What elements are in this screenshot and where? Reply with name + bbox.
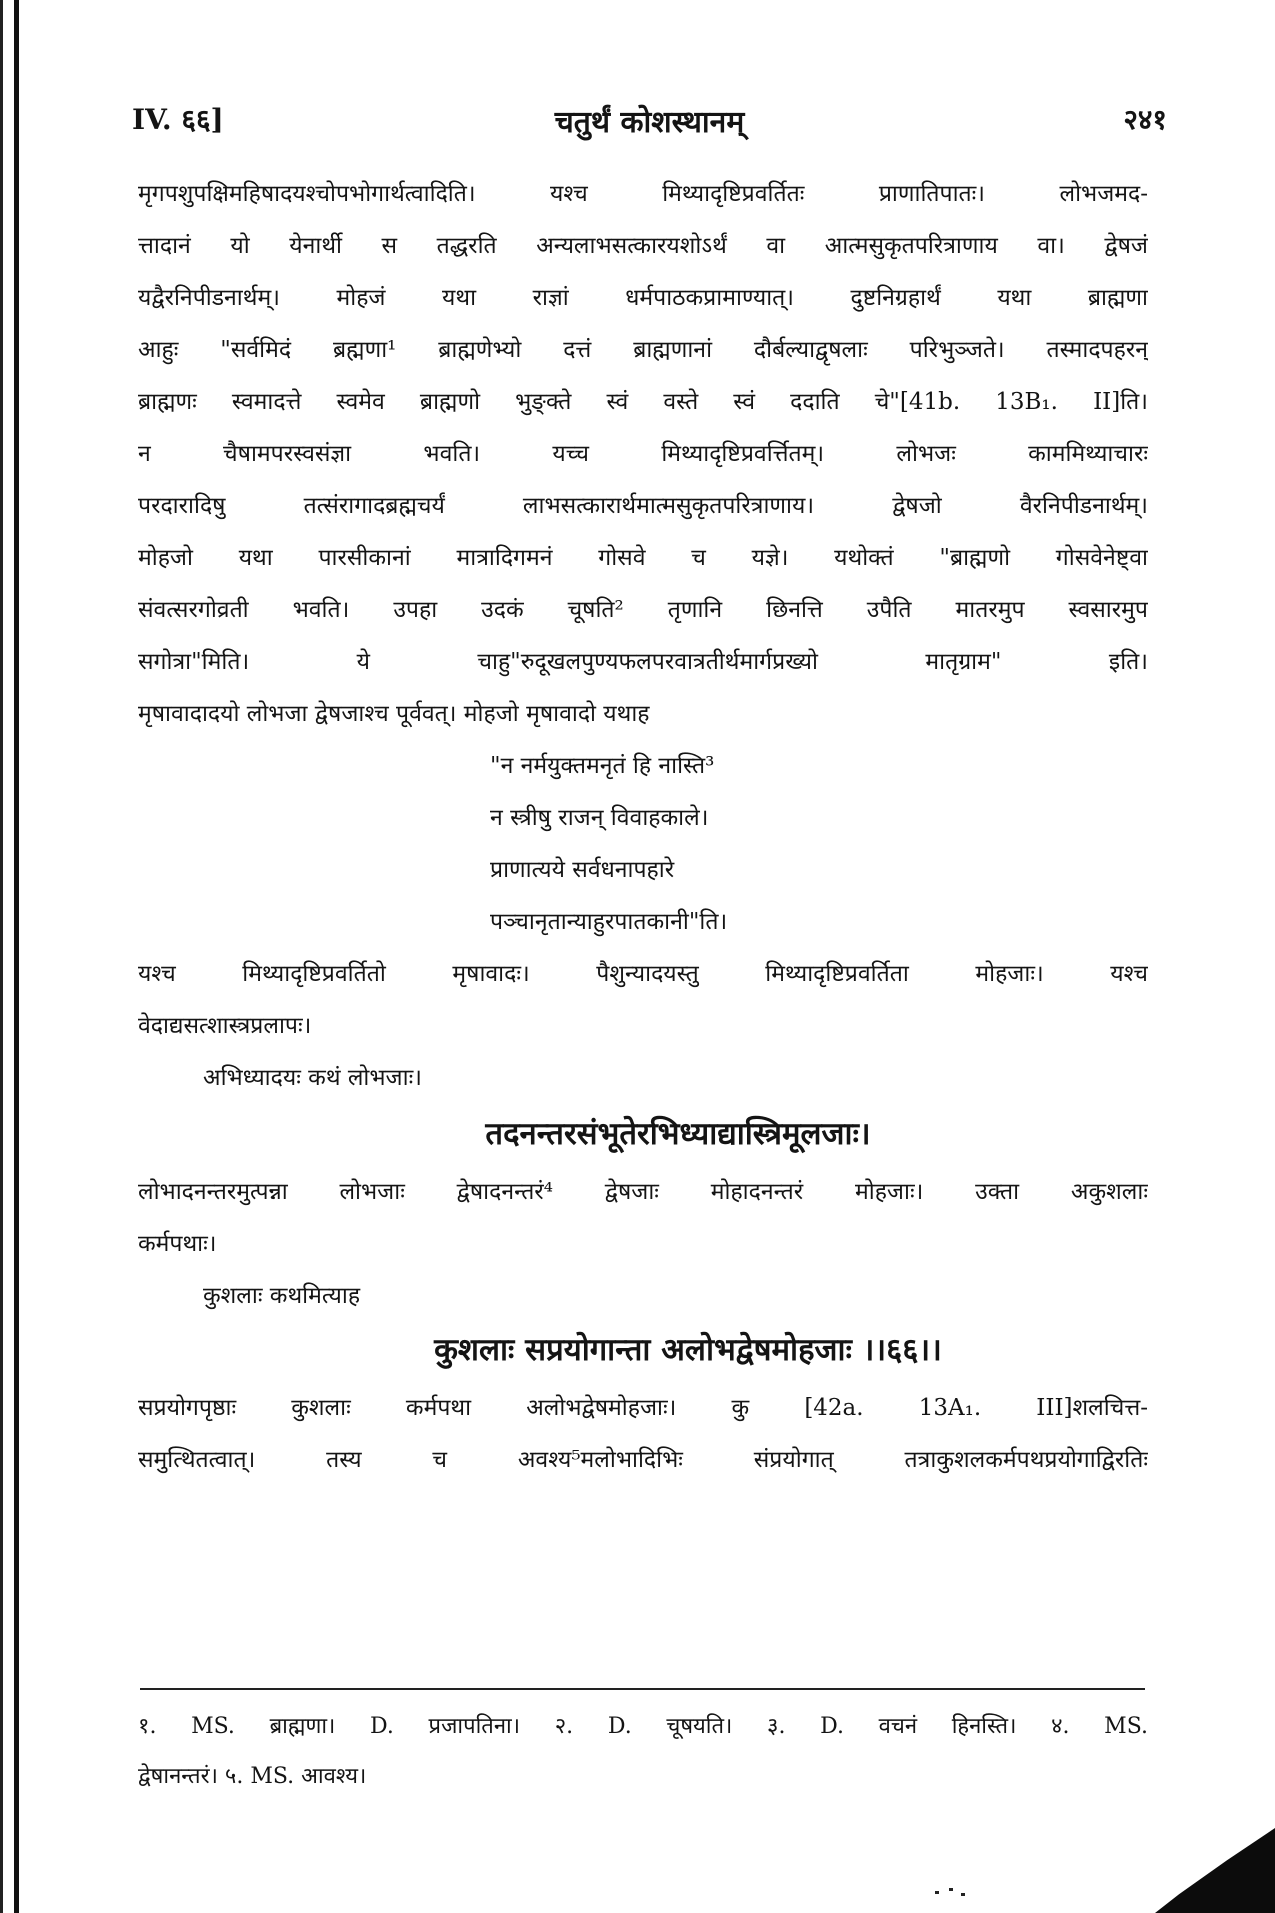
running-header (132, 100, 1167, 146)
text-line: मोहजो यथा पारसीकानां मात्रादिगमनं गोसवे च यज्ञे। यथोक्तं "ब्राह्मणो गोसवेनेष्ट्वा (138, 545, 1148, 571)
footnotes (138, 1712, 1148, 1812)
scan-corner-shadow (1155, 1828, 1275, 1913)
page-number: २४१ (1123, 103, 1167, 136)
text-line: कर्मपथाः। (138, 1231, 217, 1257)
footnote-line: द्वेषानन्तरं। ५. MS. आवश्य। (138, 1764, 367, 1789)
verse-line: न स्त्रीषु राजन् विवाहकाले। (490, 805, 709, 831)
text-line: ब्राह्मणः स्वमादत्ते स्वमेव ब्राह्मणो भुङ्क्ते स्वं वस्ते स्वं ददाति चे"[41b. 13B₁. II]ति। (138, 389, 1148, 415)
text-line: यश्च मिथ्यादृष्टिप्रवर्तितो मृषावादः। पैशुन्यादयस्तु मिथ्यादृष्टिप्रवर्तिता मोहजाः। यश्च (138, 961, 1148, 987)
text-line: न चैषामपरस्वसंज्ञा भवति। यच्च मिथ्यादृष्टिप्रवर्त्तितम्। लोभजः काममिथ्याचारः (138, 441, 1148, 467)
text-line: सगोत्रा"मिति। ये चाहु"रुदूखलपुण्यफलपरवात्रतीर्थमार्गप्रख्यो मातृग्राम" इति। (138, 649, 1148, 675)
text-line: लोभादनन्तरमुत्पन्ना लोभजाः द्वेषादनन्तरं⁴ द्वेषजाः मोहादनन्तरं मोहजाः। उक्ता अकुशलाः (138, 1179, 1148, 1205)
text-line: वेदाद्यसत्शास्त्रप्रलापः। (138, 1013, 312, 1039)
text-line: सप्रयोगपृष्ठाः कुशलाः कर्मपथा अलोभद्वेषमोहजाः। कु [42a. 13A₁. III]शलचित्त- (138, 1395, 1148, 1421)
karika-verse: तदनन्तरसंभूतेरभिध्याद्यास्त्रिमूलजाः। (485, 1116, 871, 1152)
question-line: अभिध्यादयः कथं लोभजाः। (203, 1065, 422, 1091)
running-title: चतुर्थं कोशस्थानम् (554, 105, 745, 140)
text-line: आहुः "सर्वमिदं ब्रह्मणा¹ ब्राह्मणेभ्यो दत्तं ब्राह्मणानां दौर्बल्याद्वृषलाः परिभुञ्जते। तस्मादपहरन् (138, 337, 1148, 363)
text-line: मृषावादादयो लोभजा द्वेषजाश्च पूर्ववत्। मोहजो मृषावादो यथाह (138, 701, 650, 727)
text-line: समुत्थितत्वात्। तस्य च अवश्य⁵मलोभादिभिः संप्रयोगात् तत्राकुशलकर्मपथप्रयोगाद्विरतिः (138, 1447, 1148, 1473)
text-line: मृगपशुपक्षिमहिषादयश्चोपभोगार्थत्वादिति। यश्च मिथ्यादृष्टिप्रवर्तितः प्राणातिपातः। लोभजमद- (138, 181, 1148, 207)
scan-specks (935, 1885, 985, 1899)
karika-verse: कुशलाः सप्रयोगान्ता अलोभद्वेषमोहजाः ।।६६।। (434, 1332, 942, 1368)
footnote-divider (140, 1688, 1145, 1690)
page-body (138, 178, 1148, 1496)
text-line: त्तादानं यो येनार्थी स तद्धरति अन्यलाभसत्कारयशोऽर्थं वा आत्मसुकृतपरित्राणाय वा। द्वेषजं (138, 233, 1148, 259)
verse-line: पञ्चानृतान्याहुरपातकानी"ति। (490, 909, 728, 935)
verse-line: "न नर्मयुक्तमनृतं हि नास्ति³ (490, 753, 715, 779)
footnote-line: १. MS. ब्राह्मणा। D. प्रजापतिना। २. D. चूषयति। ३. D. वचनं हिनस्ति। ४. MS. (138, 1714, 1148, 1739)
text-line: यद्वैरनिपीडनार्थम्। मोहजं यथा राज्ञां धर्मपाठकप्रामाण्यात्। दुष्टनिग्रहार्थं यथा ब्राह्मणा (138, 285, 1148, 311)
page-binding-edge (14, 0, 19, 1913)
text-line: संवत्सरगोव्रती भवति। उपहा उदकं चूषति² तृणानि छिनत्ति उपैति मातरमुप स्वसारमुप (138, 597, 1148, 623)
question-line: कुशलाः कथमित्याह (203, 1283, 361, 1309)
page-edge-shadow (0, 0, 3, 1913)
chapter-verse-ref: IV. ६६] (132, 103, 224, 136)
verse-line: प्राणात्यये सर्वधनापहारे (490, 857, 675, 883)
text-line: परदारादिषु तत्संरागादब्रह्मचर्यं लाभसत्कारार्थमात्मसुकृतपरित्राणाय। द्वेषजो वैरनिपीडनार्थम्। (138, 493, 1148, 519)
